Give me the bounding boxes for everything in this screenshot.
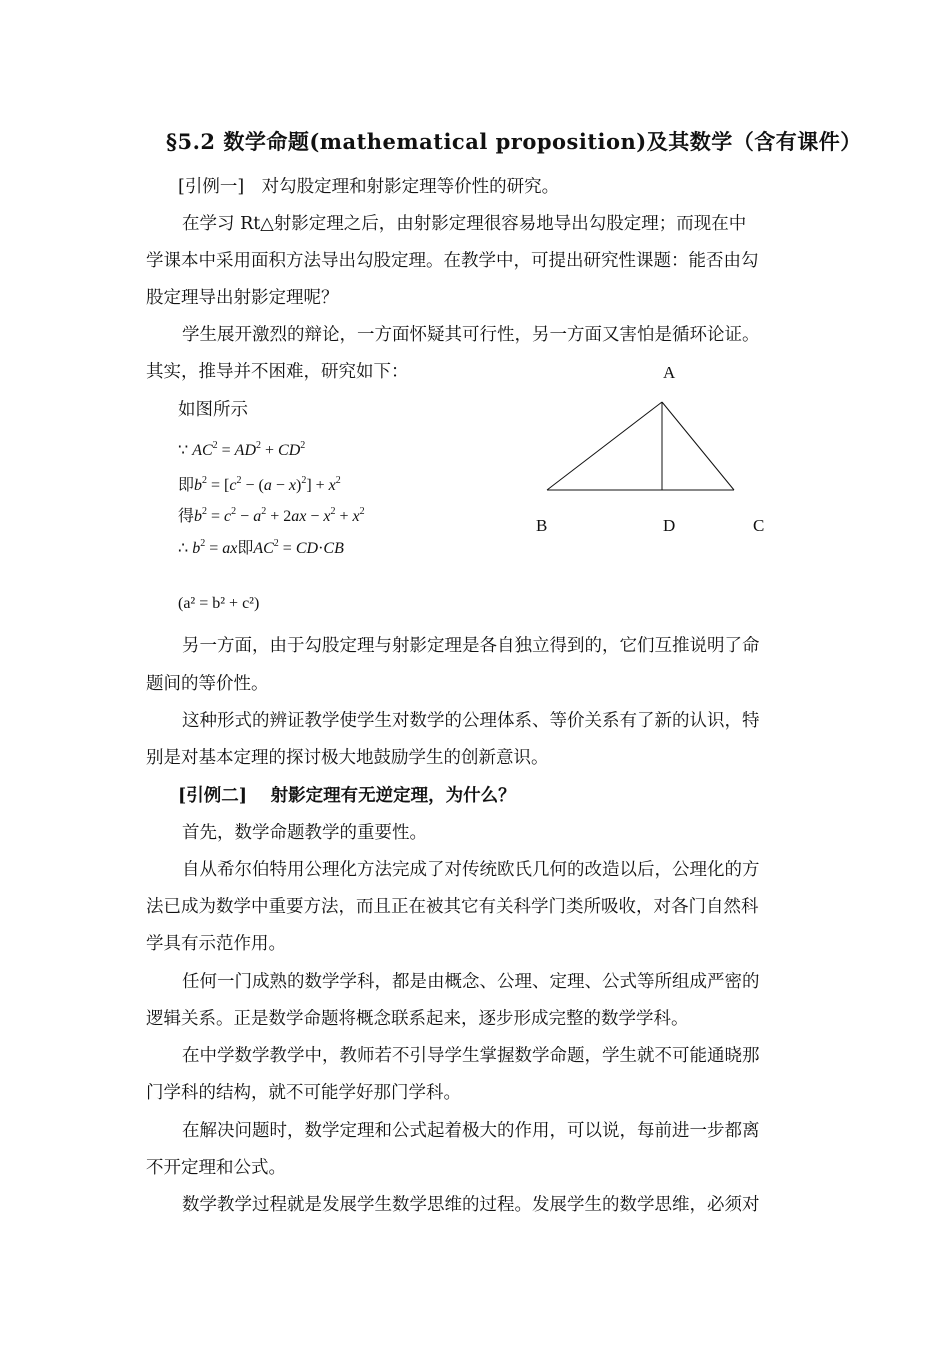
formula-line-4: ∴ $b^2$ = ax即$AC^2 = CD\cdot CB$ <box>178 538 344 557</box>
paragraph-line: 任何一门成熟的数学学科，都是由概念、公理、定理、公式等所组成严密的 <box>182 972 760 992</box>
paragraph-line: 在中学数学教学中，教师若不引导学生掌握数学命题，学生就不可能通晓那 <box>182 1046 760 1066</box>
example1-heading: [引例一] 对勾股定理和射影定理等价性的研究。 <box>178 177 560 197</box>
formula-line-3: 得$b^2 = c^2 - a^2 + 2ax - x^2 + x^2$ <box>178 506 365 525</box>
pythagorean-note: (a² = b² + c²) <box>178 595 260 612</box>
paragraph-line: 不开定理和公式。 <box>146 1158 286 1178</box>
paragraph-line: 别是对基本定理的探讨极大地鼓励学生的创新意识。 <box>146 748 549 768</box>
paragraph-line: 数学教学过程就是发展学生数学思维的过程。发展学生的数学思维，必须对 <box>182 1195 760 1215</box>
paragraph-line: 首先，数学命题教学的重要性。 <box>182 823 427 843</box>
paragraph-line: 逻辑关系。正是数学命题将概念联系起来，逐步形成完整的数学学科。 <box>146 1009 689 1029</box>
vertex-label-c: C <box>753 516 765 535</box>
formula-line-2: 即$b^2 = [c^2 - (a - x)^2] + x^2$ <box>178 475 341 494</box>
vertex-label-b: B <box>536 516 548 535</box>
paragraph-line: 学课本中采用面积方法导出勾股定理。在教学中，可提出研究性课题：能否由勾 <box>146 251 759 271</box>
paragraph-line: 门学科的结构，就不可能学好那门学科。 <box>146 1083 461 1103</box>
vertex-label-d: D <box>663 516 676 535</box>
paragraph-line: 法已成为数学中重要方法，而且正在被其它有关科学门类所吸收，对各门自然科 <box>146 897 759 917</box>
side-ac <box>662 402 734 490</box>
paragraph-line: 在解决问题时，数学定理和公式起着极大的作用，可以说，每前进一步都离 <box>182 1121 760 1141</box>
paragraph-line: 学具有示范作用。 <box>146 934 286 954</box>
formula-line-1: ∵ $AC^2 = AD^2 + CD^2$ <box>178 440 306 459</box>
paragraph-line: 股定理导出射影定理呢？ <box>146 288 339 308</box>
paragraph-line: 题间的等价性。 <box>146 674 269 694</box>
triangle-figure <box>540 395 740 495</box>
example2-heading: [引例二] 射影定理有无逆定理，为什么？ <box>178 786 516 806</box>
paragraph-line: 其实，推导并不困难，研究如下： <box>146 362 409 382</box>
paragraph-line: 另一方面，由于勾股定理与射影定理是各自独立得到的，它们互推说明了命 <box>182 636 760 656</box>
paragraph-line: 在学习 Rt△射影定理之后，由射影定理很容易地导出勾股定理；而现在中 <box>182 214 747 234</box>
paragraph-line: 学生展开激烈的辩论，一方面怀疑其可行性，另一方面又害怕是循环论证。 <box>182 325 760 345</box>
as-shown-label: 如图所示 <box>178 400 248 420</box>
side-ab <box>547 402 662 490</box>
paragraph-line: 自从希尔伯特用公理化方法完成了对传统欧氏几何的改造以后，公理化的方 <box>182 860 760 880</box>
section-title: §5.2 数学命题(mathematical proposition)及其数学（含有课件） <box>166 129 862 154</box>
vertex-label-a: A <box>663 363 676 382</box>
paragraph-line: 这种形式的辨证教学使学生对数学的公理体系、等价关系有了新的认识，特 <box>182 711 760 731</box>
